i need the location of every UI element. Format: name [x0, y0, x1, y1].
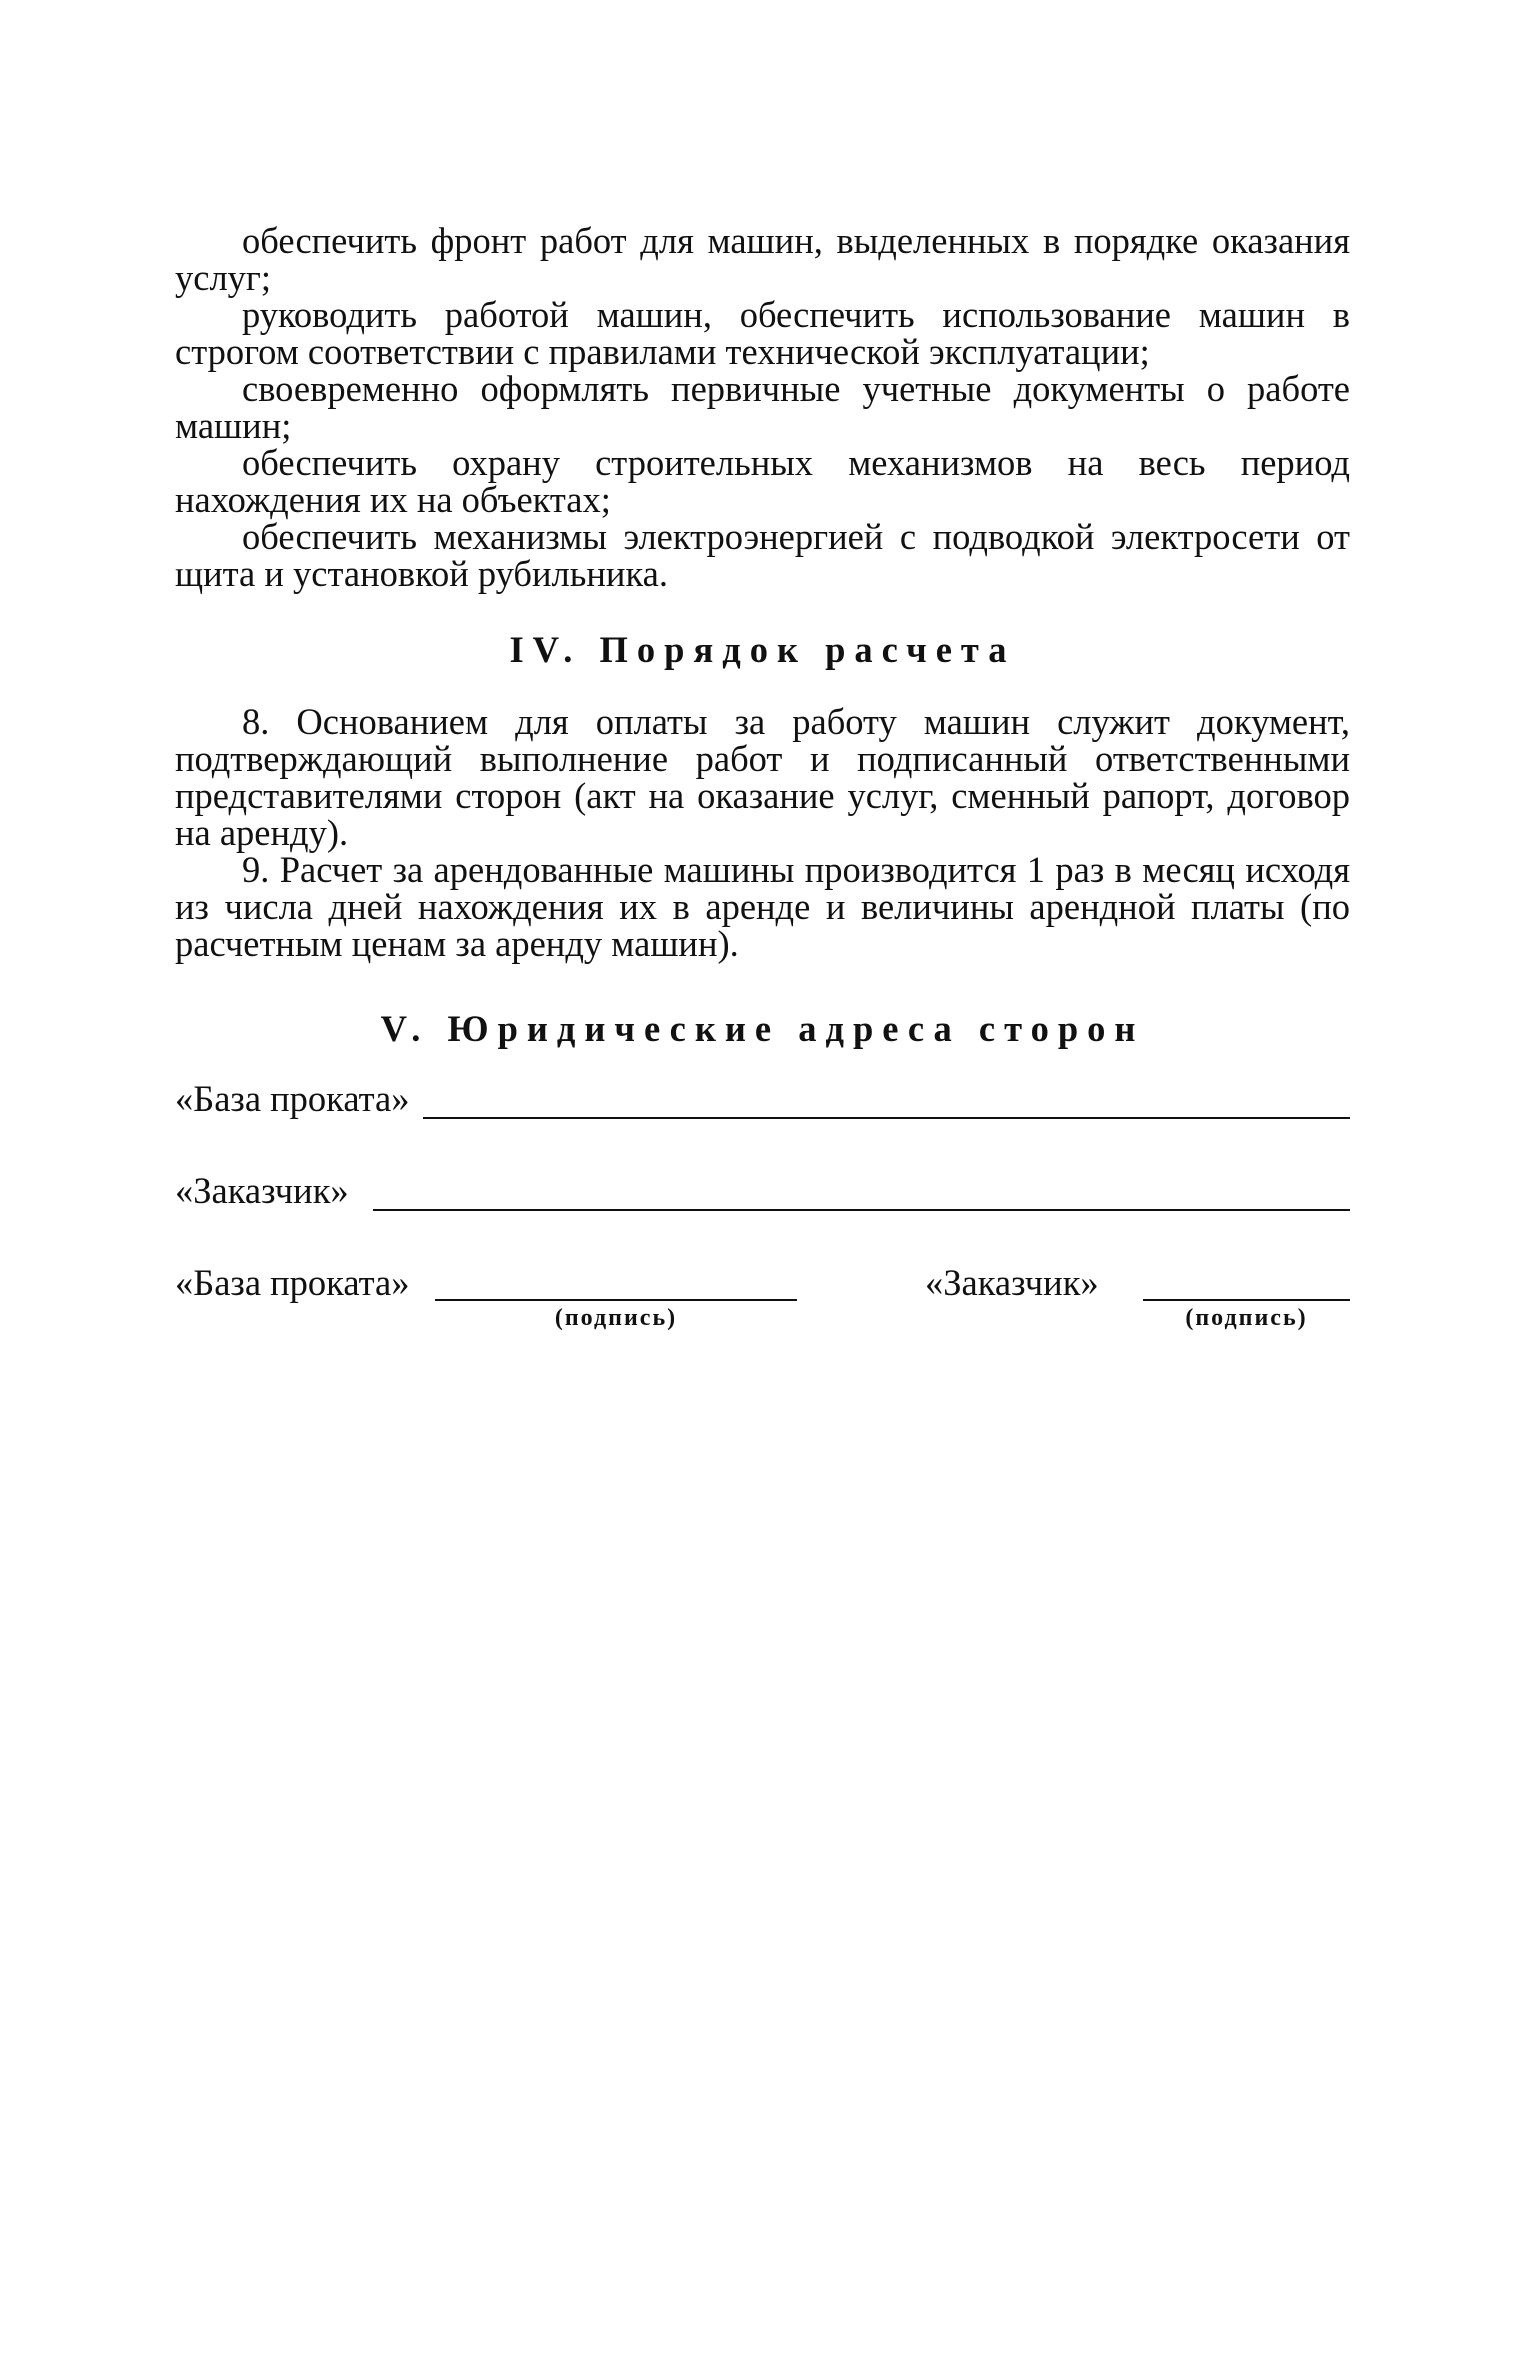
- obligation-item-4: обеспечить охрану строительных механизмов на весь период нахождения их на объектах;: [175, 442, 1350, 520]
- section-5-title: V. Юридические адреса сторон: [380, 1008, 1145, 1049]
- signature-row: [175, 1263, 1350, 1343]
- base-signature-caption: (подпись): [554, 1305, 678, 1331]
- base-address-line: [423, 1091, 1350, 1119]
- customer-signature-line: [1143, 1299, 1350, 1301]
- customer-signature-caption: (подпись): [1185, 1305, 1308, 1331]
- obligation-item-2: руководить работой машин, обеспечить использование машин в строгом соответствии с правилами технической эксплуатации;: [175, 294, 1350, 372]
- customer-address-row: [175, 1171, 1350, 1211]
- obligation-item-5: обеспечить механизмы электроэнергией с подводкой электросети от щита и установкой рубильника.: [175, 516, 1350, 594]
- base-signature-label: «База проката»: [175, 1262, 410, 1303]
- customer-address-label: «Заказчик»: [175, 1170, 349, 1211]
- obligation-item-1: обеспечить фронт работ для машин, выделенных в порядке оказания услуг;: [175, 220, 1350, 298]
- base-address-row: [175, 1079, 1350, 1119]
- customer-address-line: [373, 1183, 1350, 1211]
- section-4-title: IV. Порядок расчета: [509, 629, 1016, 670]
- paragraph-8: 8. Основанием для оплаты за работу машин служит документ, подтверждающий выполнение работ и подписанный ответственными представителями сторон (акт на оказание услуг, сменный рапорт, договор на аренду).: [175, 701, 1350, 853]
- obligation-item-3: своевременно оформлять первичные учетные документы о работе машин;: [175, 368, 1350, 446]
- document-page: [175, 222, 1350, 1343]
- customer-signature-label: «Заказчик»: [925, 1262, 1099, 1303]
- base-address-label: «База проката»: [175, 1078, 410, 1119]
- base-signature-line: [435, 1299, 797, 1301]
- paragraph-9: 9. Расчет за арендованные машины производится 1 раз в месяц исходя из числа дней нахождения их в аренде и величины арендной платы (по расчетным ценам за аренду машин).: [175, 849, 1350, 964]
